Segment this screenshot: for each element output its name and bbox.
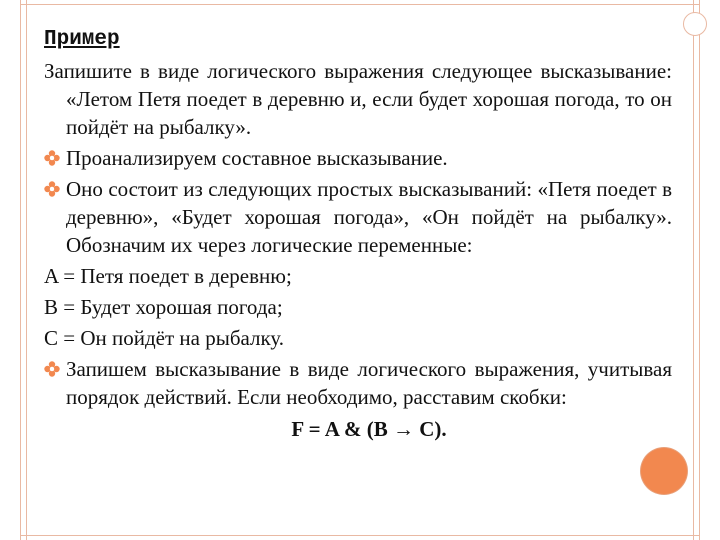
intro-text: Запишите в виде логического выражения следующее высказывание: «Летом Петя поедет в деревню и, если будет хорошая погода, то он пойдёт на рыбалку». <box>44 59 672 139</box>
decorative-ring-icon <box>683 12 707 36</box>
bullet-text: Запишем высказывание в виде логического выражения, учитывая порядок действий. Если необходимо, расставим скобки: <box>66 357 672 409</box>
frame-right-inner <box>693 0 694 540</box>
bullet-item <box>44 144 672 172</box>
variable-b: B = Будет хорошая погода; <box>44 295 283 319</box>
slide-title: Пример <box>44 28 120 51</box>
variable-c: C = Он пойдёт на рыбалку. <box>44 326 285 350</box>
variable-a: A = Петя поедет в деревню; <box>44 264 292 288</box>
frame-left-outer <box>20 0 21 540</box>
slide-content <box>44 26 672 443</box>
flower-bullet-icon <box>44 361 60 377</box>
bullet-item <box>44 355 672 411</box>
frame-top <box>20 4 700 5</box>
frame-right-outer <box>699 0 700 540</box>
decorative-orange-circle-icon <box>641 448 687 494</box>
bullet-text: Оно состоит из следующих простых высказываний: «Петя поедет в деревню», «Будет хорошая погода», «Он пойдёт на рыбалку». Обозначим их через логические переменные: <box>66 177 672 257</box>
frame-bottom <box>20 535 700 536</box>
flower-bullet-icon <box>44 150 60 166</box>
formula: F = A & (B → C). <box>291 417 447 441</box>
bullet-item <box>44 175 672 259</box>
bullet-text: Проанализируем составное высказывание. <box>66 146 448 170</box>
flower-bullet-icon <box>44 181 60 197</box>
frame-left-inner <box>26 0 27 540</box>
